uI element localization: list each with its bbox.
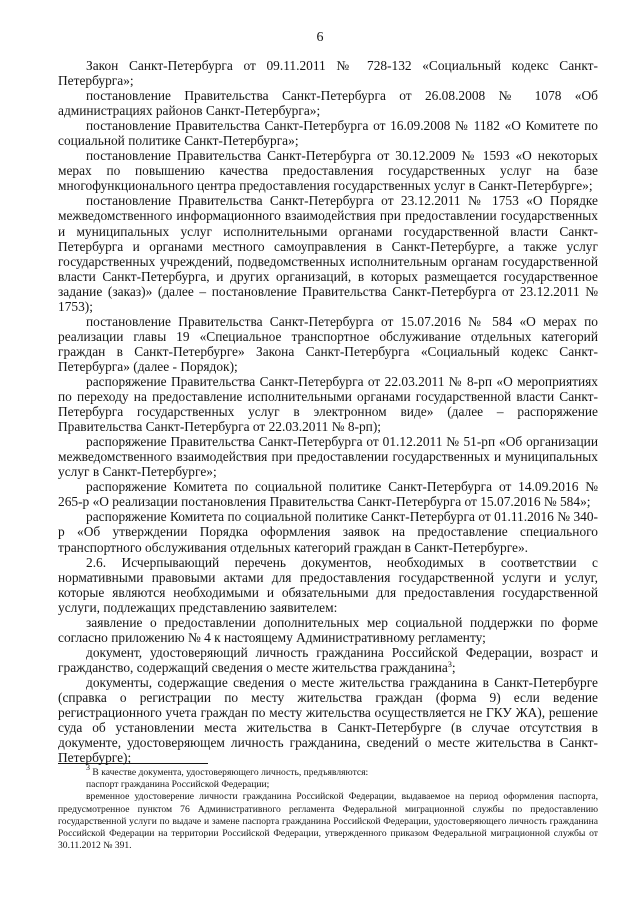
page-number: 6 bbox=[316, 30, 324, 45]
section-paragraph: 2.6. Исчерпывающий перечень документов, необходимых в соответствии с нормативными правовыми актами для предоставления государственной услуги и услуг, которые являются необходимыми и обязательными для предоставления государственной услуги, подлежащих представлению заявителем: bbox=[58, 554, 598, 615]
law-paragraph: постановление Правительства Санкт-Петербурга от 23.12.2011 № 1753 «О Порядке межведомственного информационного взаимодействия при предоставлении государственных и муниципальных услуг исполнительными органами государственной власти Санкт-Петербурга и органами местного самоуправления в Санкт-Петербурге, а также услуг государственных учреждений, подведомственных исполнительным органам государственной власти Санкт-Петербурга, и других организаций, в которых размещается государственное задание (заказ)» (далее – постановление Правительства Санкт-Петербурга от 23.12.2011 № 1753); bbox=[58, 193, 598, 314]
law-paragraph: распоряжение Правительства Санкт-Петербурга от 22.03.2011 № 8-рп «О мероприятиях по переходу на предоставление исполнительными органами государственной власти Санкт-Петербурга государственных услуг в электронном виде» (далее – распоряжение Правительства Санкт-Петербурга от 22.03.2011 № 8-рп); bbox=[58, 373, 598, 435]
law-paragraph: Закон Санкт-Петербурга от 09.11.2011 № 728-132 «Социальный кодекс Санкт-Петербурга»; bbox=[58, 58, 598, 89]
footnote-item: временное удостоверение личности гражданина Российской Федерации, выдаваемое на период оформления паспорта, предусмотренное пунктом 76 Административного регламента Федеральной миграционной службы по предоставлению государственной услуги по выдаче и замене паспорта гражданина Российской Федерации, удостоверяющего личность гражданина Российской Федерации на территории Российской Федерации, утвержденного приказом Федеральной миграционной службы от 30.11.2012 № 391. bbox=[58, 791, 598, 852]
document-list-item: заявление о предоставлении дополнительных мер социальной поддержки по форме согласно приложению № 4 к настоящему Административному регламенту; bbox=[58, 614, 598, 645]
law-paragraph: постановление Правительства Санкт-Петербурга от 16.09.2008 № 1182 «О Комитете по социальной политике Санкт-Петербурга»; bbox=[58, 118, 598, 149]
punctuation: ; bbox=[451, 659, 456, 675]
law-paragraph: распоряжение Комитета по социальной политике Санкт-Петербурга от 01.11.2016 № 340-р «Об утверждении Порядка оформления заявок на предоставление специального транспортного обслуживания отдельных категорий граждан в Санкт-Петербурге». bbox=[58, 509, 598, 555]
footnote-mark: 3 bbox=[86, 763, 90, 772]
law-paragraph: постановление Правительства Санкт-Петербурга от 15.07.2016 № 584 «О мерах по реализации главы 19 «Специальное транспортное обслуживание отдельных категорий граждан в Санкт-Петербурге» Закона Санкт-Петербурга «Социальный кодекс Санкт-Петербурга» (далее - Порядок); bbox=[58, 313, 598, 374]
law-paragraph: распоряжение Комитета по социальной политике Санкт-Петербурга от 14.09.2016 № 265-р «О реализации постановления Правительства Санкт-Петербурга от 15.07.2016 № 584»; bbox=[58, 479, 598, 510]
law-paragraph: постановление Правительства Санкт-Петербурга от 30.12.2009 № 1593 «О некоторых мерах по повышению качества предоставления государственных услуг на базе многофункционального центра предоставления государственных услуг в Санкт-Петербурге»; bbox=[58, 148, 598, 194]
law-paragraph: распоряжение Правительства Санкт-Петербурга от 01.12.2011 № 51-рп «Об организации межведомственного взаимодействия при предоставлении государственных и муниципальных услуг в Санкт-Петербурге»; bbox=[58, 434, 598, 480]
document-list-text: документ, удостоверяющий личность гражданина Российской Федерации, возраст и гражданство, содержащий сведения о месте жительства гражданина bbox=[58, 644, 598, 675]
footnote-intro-text: В качестве документа, удостоверяющего личность, предъявляются: bbox=[92, 767, 369, 778]
law-paragraph: постановление Правительства Санкт-Петербурга от 26.08.2008 № 1078 «Об администрациях районов Санкт-Петербурга»; bbox=[58, 88, 598, 119]
document-list-item bbox=[58, 645, 598, 675]
footnote-item: паспорт гражданина Российской Федерации; bbox=[86, 779, 270, 791]
main-text bbox=[58, 58, 598, 765]
footnote-reference: 3 bbox=[447, 659, 452, 669]
document-list-item: документы, содержащие сведения о месте жительства гражданина в Санкт-Петербурге (справка о регистрации по месту жительства граждан (форма 9) если ведение регистрационного учета граждан по месту жительства осуществляется не ГКУ ЖА), решение суда об установлении места жительства в Санкт-Петербурге (в случае отсутствия в документе, удостоверяющем личность гражданина, сведений о месте жительства в Санкт-Петербурге); bbox=[58, 674, 598, 766]
footnote-intro bbox=[58, 763, 598, 779]
footnote-separator bbox=[58, 763, 208, 764]
footnote bbox=[58, 763, 598, 852]
